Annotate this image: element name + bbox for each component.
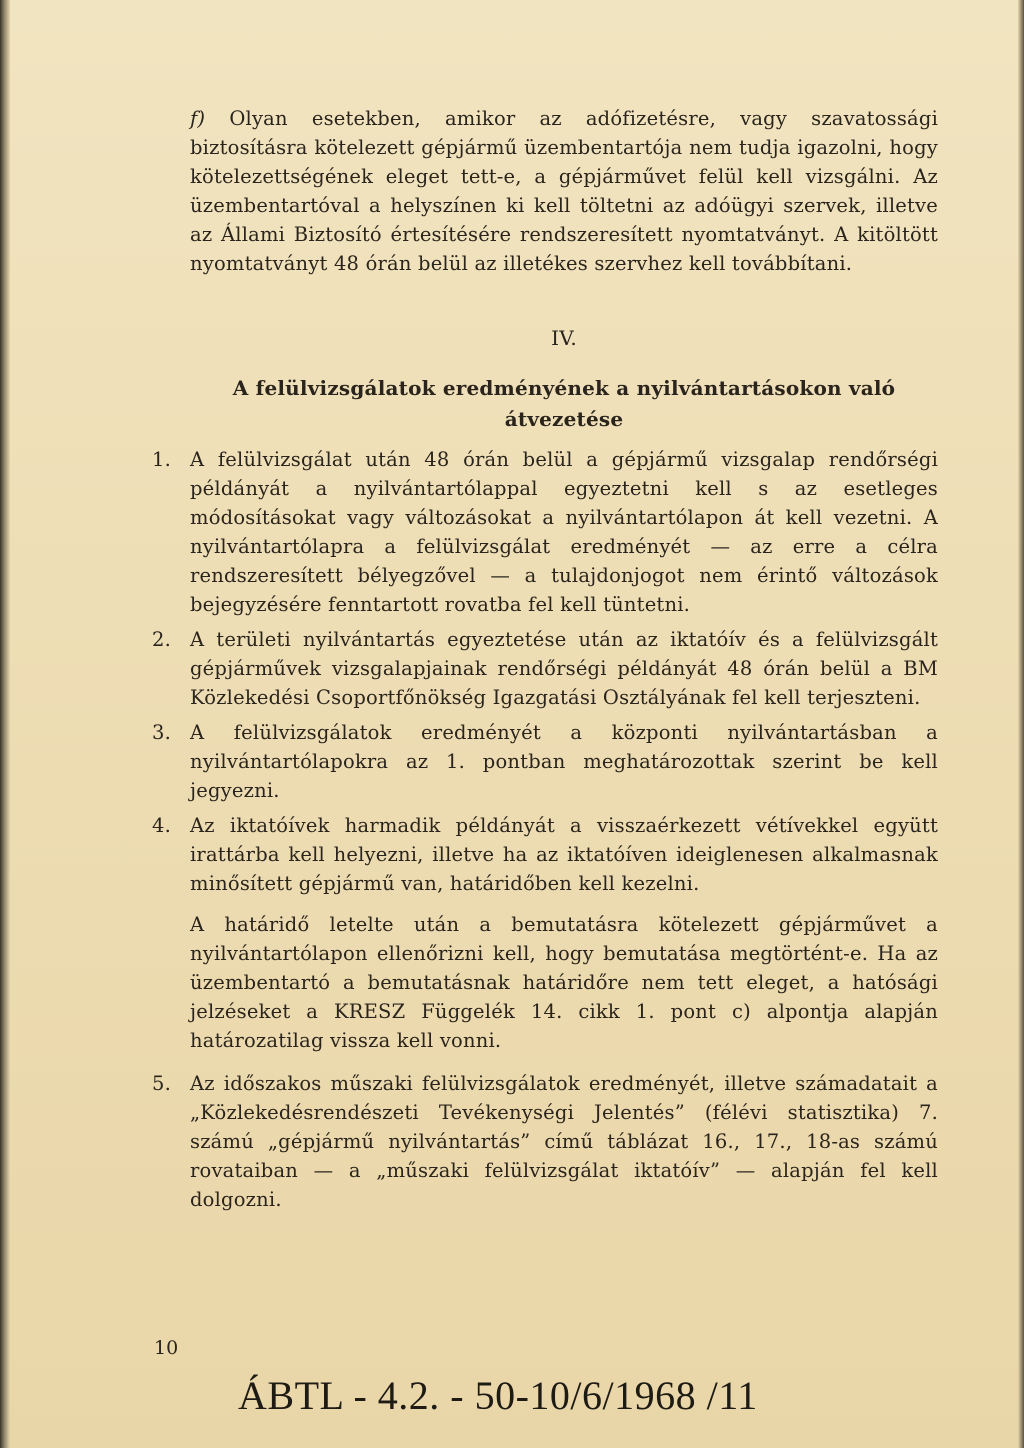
list-item-number: 2.: [152, 628, 172, 651]
list-item-4: [152, 811, 938, 1055]
page-binding-edge: [0, 0, 10, 1448]
paragraph-f-text: Olyan esetekben, amikor az adófizetésre, vagy szavatossági biztosításra kötelezett gépjármű üzembentartója nem tudja igazolni, hogy kötelezettségének eleget tett-e, a gépjárművet felül kell vizsgálni. Az üzembentartóval a helyszínen ki kell töltetni az adóügyi szervek, illetve az Állami Biztosító értesítésére rendszeresített nyomtatványt. A kitöltött nyomtatványt 48 órán belül az illetékes szervhez kell továbbítani.: [190, 107, 939, 275]
list-item-number: 5.: [152, 1072, 172, 1095]
list-item-text: Az időszakos műszaki felülvizsgálatok eredményét, illetve számadatait a „Közlekedésrendészeti Tevékenységi Jelentés” (félévi statisztika) 7. számú „gépjármű nyilvántartás” című táblázat 16., 17., 18-as számú rovataiban — a „műszaki felülvizsgálat iktatóív” — alapján fel kell dolgozni.: [190, 1072, 938, 1211]
list-item-text: A területi nyilvántartás egyeztetése után az iktatóív és a felülvizsgált gépjárművek vizsgalapjainak rendőrségi példányát 48 órán belül a BM Közlekedési Csoportfőnökség Igazgatási Osztályának fel kell terjeszteni.: [190, 628, 938, 709]
paragraph-f: [190, 104, 938, 278]
list-item-text: Az iktatóívek harmadik példányát a visszaérkezett vétívekkel együtt irattárba kell helyezni, illetve ha az iktatóíven ideiglenesen alkalmasnak minősített gépjármű van, határidőben kell kezelni.: [190, 814, 938, 895]
list-item-1: [152, 445, 938, 619]
list-item-subparagraph: A határidő letelte után a bemutatásra kötelezett gépjárművet a nyilvántartólapon ellenőrizni kell, hogy bemutatása megtörtént-e. Ha az üzembentartó a bemutatásnak határidőre nem tett eleget, a hatósági jelzéseket a KRESZ Függelék 14. cikk 1. pont c) alpontja alapján határozatilag vissza kell vonni.: [190, 913, 938, 1052]
archive-reference: ÁBTL - 4.2. - 50-10/6/1968 /11: [238, 1373, 758, 1418]
list-item-3: [152, 718, 938, 805]
list-item-text: A felülvizsgálat után 48 órán belül a gépjármű vizsgalap rendőrségi példányát a nyilvántartólappal egyeztetni kell s az esetleges módosításokat vagy változásokat a nyilvántartólapon át kell vezetni. A nyilvántartólapra a felülvizsgálat eredményét — az erre a célra rendszeresített bélyegzővel — a tulajdonjogot nem érintő változások bejegyzésére fenntartott rovatba fel kell tüntetni.: [190, 448, 938, 616]
document-body: [152, 104, 939, 1220]
page-right-edge: [1018, 0, 1024, 1448]
paragraph-f-label: f): [190, 107, 206, 130]
page-number: 10: [154, 1337, 179, 1359]
list-item-2: [152, 625, 938, 712]
section-title-line2: átvezetése: [504, 407, 624, 431]
section-number: IV.: [551, 326, 577, 350]
list-item-number: 3.: [152, 721, 172, 744]
section-title: [190, 373, 938, 435]
list-item-number: 1.: [152, 448, 172, 471]
list-item-number: 4.: [152, 814, 172, 837]
list-item-text: A felülvizsgálatok eredményét a központi nyilvántartásban a nyilvántartólapokra az 1. pontban meghatározottak szerint be kell jegyezni.: [190, 721, 938, 802]
list-item-5: [152, 1069, 938, 1214]
section-title-line1: A felülvizsgálatok eredményének a nyilvántartásokon való: [232, 376, 896, 400]
